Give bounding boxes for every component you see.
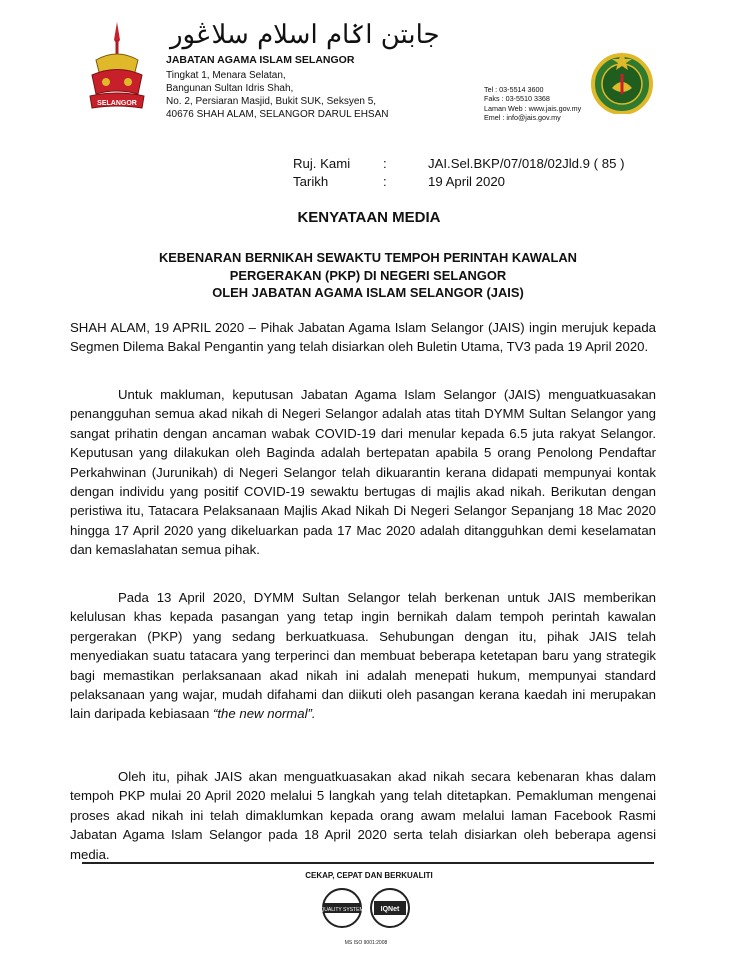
- jais-seal-emblem: [590, 50, 654, 114]
- address-line: Tingkat 1, Menara Selatan,: [166, 70, 286, 81]
- paragraph-2: [70, 385, 656, 560]
- paragraph-3-text: Pada 13 April 2020, DYMM Sultan Selangor telah berkenan untuk JAIS memberikan kelulusan khas kepada pasangan yang tetap ingin bernikah dalam tempoh perintah kawalan pergerakan (PKP) yang sedang berkuatkuasa. Sehubungan dengan itu, pihak JAIS telah menyediakan suatu tatacara yang terperinci dan membuat beberapa ketetapan baru yang strategik bagi memastikan perlaksanaan akad nikah ini adalah menepati hukum, mempunyai standard pelaksanaan yang wajar, mudah difahami dan diikuti oleh pasangan kerana kaedah ini merupakan lain daripada kebiasaan: [70, 590, 656, 722]
- emblem-label: SELANGOR: [97, 100, 137, 107]
- document-subtitle: [70, 249, 666, 302]
- cert-right-label: IQNet: [380, 906, 400, 913]
- address-line: Bangunan Sultan Idris Shah,: [166, 83, 294, 94]
- address-line: 40676 SHAH ALAM, SELANGOR DARUL EHSAN: [166, 109, 389, 120]
- ref-value: JAI.Sel.BKP/07/018/02Jld.9 ( 85 ): [428, 156, 625, 171]
- ref-label: Ruj. Kami: [293, 156, 351, 171]
- contact-tel: Tel : 03-5514 3600: [484, 85, 544, 94]
- contact-web: Laman Web : www.jais.gov.my: [484, 103, 582, 113]
- footer-divider: [82, 862, 654, 864]
- subtitle-line: PERGERAKAN (PKP) DI NEGERI SELANGOR: [229, 267, 507, 283]
- cert-code: MS ISO 9001:2008: [344, 940, 388, 946]
- footer-motto: CEKAP, CEPAT DAN BERKUALITI: [305, 871, 433, 880]
- subtitle-line: KEBENARAN BERNIKAH SEWAKTU TEMPOH PERINTAH KAWALAN: [159, 250, 577, 265]
- cert-left-label: QUALITY SYSTEM: [320, 907, 364, 913]
- date-colon: :: [383, 174, 387, 189]
- contact-fax: Faks : 03-5510 3368: [484, 94, 550, 104]
- org-name: JABATAN AGAMA ISLAM SELANGOR: [166, 54, 355, 66]
- address-line: No. 2, Persiaran Masjid, Bukit SUK, Seksyen 5,: [166, 96, 377, 107]
- certification-logos: [318, 886, 418, 956]
- paragraph-3: [70, 588, 656, 724]
- paragraph-4: [70, 767, 656, 864]
- document-title: KENYATAAN MEDIA: [297, 209, 441, 226]
- paragraph-2-text: Untuk makluman, keputusan Jabatan Agama Islam Selangor (JAIS) menguatkuasakan penangguhan semua akad nikah di Negeri Selangor adalah atas titah DYMM Sultan Selangor yang sangat prihatin dengan ancaman wabak COVID-19 dari menular kepada 6.5 juta rakyat Selangor. Keputusan yang dilakukan oleh Baginda adalah bertepatan apabila 5 orang Penolong Pendaftar Perkahwinan (Jurunikah) di Negeri Selangor telah dikuarantin kerana didapati mempunyai kontak dengan individu yang positif COVID-19 sewaktu bertugas di majlis akad nikah. Berikutan dengan peristiwa itu, Tatacara Pelaksanaan Majlis Akad Nikah Di Negeri Selangor Sepanjang 18 Mac 2020 hingga 17 April 2020 yang dikeluarkan pada 17 Mac 2020 adalah ditangguhkan demi keselamatan dan kemaslahatan semua pihak.: [70, 387, 656, 558]
- date-label: Tarikh: [293, 174, 329, 189]
- paragraph-3-italic: “the new normal”.: [212, 706, 316, 722]
- paragraph-1: SHAH ALAM, 19 APRIL 2020 – Pihak Jabatan Agama Islam Selangor (JAIS) ingin merujuk kepada Segmen Dilema Bakal Pengantin yang telah disiarkan oleh Buletin Utama, TV3 pada 19 April 2020.: [70, 320, 656, 355]
- contact-email: Emel : info@jais.gov.my: [484, 113, 561, 123]
- subtitle-line: OLEH JABATAN AGAMA ISLAM SELANGOR (JAIS): [212, 285, 524, 300]
- selangor-crest-emblem: [82, 20, 152, 115]
- date-value: 19 April 2020: [428, 174, 505, 189]
- ref-colon: :: [383, 156, 387, 171]
- contact-block: [484, 85, 581, 123]
- jawi-org-name: جابتن اݢام اسلام سلاڠور: [170, 20, 440, 50]
- paragraph-4-text: Oleh itu, pihak JAIS akan menguatkuasakan akad nikah secara kebenaran khas dalam tempoh PKP mulai 20 April 2020 melalui 5 langkah yang telah ditetapkan. Pemakluman mengenai proses akad nikah ini telah dimaklumkan kepada orang awam melalui laman Facebook Rasmi Jabatan Agama Islam Selangor pada 18 April 2020 serta telah disiarkan oleh beberapa agensi media.: [70, 769, 656, 862]
